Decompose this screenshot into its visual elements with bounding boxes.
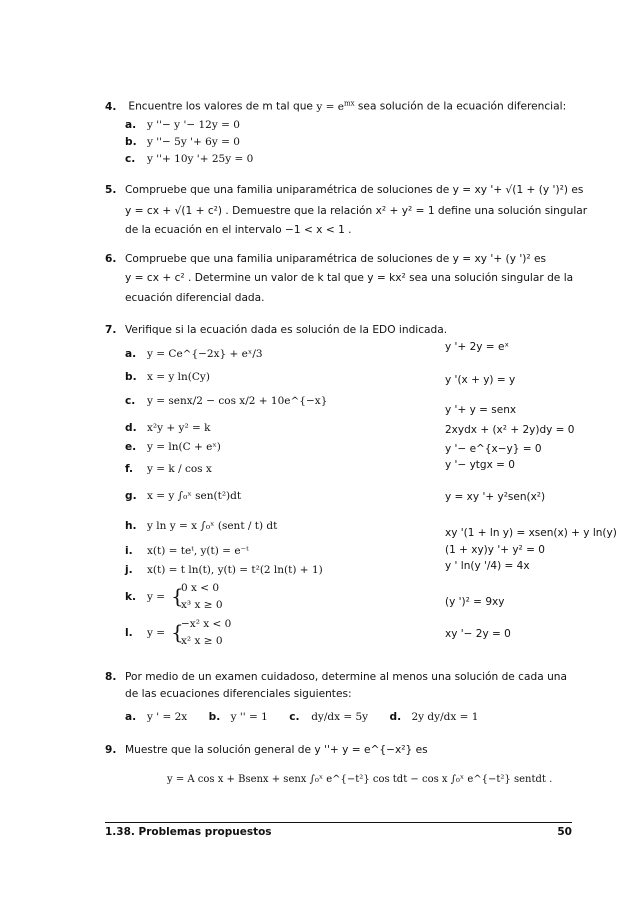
edo: y '− e^{x−y} = 0 bbox=[445, 443, 542, 455]
edo: y '− ytgx = 0 bbox=[445, 459, 515, 471]
equation: y ''+ 10y '+ 25y = 0 bbox=[147, 152, 254, 165]
solution: y = ln(C + eˣ) bbox=[147, 441, 221, 453]
problem-8: 8. Por medio de un examen cuidadoso, determine al menos una solución de cada una de las ecuaciones diferenciales siguientes: a. y ' = 2x b. y '' = 1 c. dy/dx = 5y d. 2y dy/dx = 1 bbox=[105, 669, 570, 726]
solution: x²y + y² = k bbox=[147, 422, 211, 434]
solution: x = y ln(Cy) bbox=[147, 371, 210, 383]
item-b: b. y ''− 5y '+ 6y = 0 bbox=[125, 135, 240, 148]
problem-line: Compruebe que una familia uniparamétrica de soluciones de y = xy '+ √(1 + (y ')²) es bbox=[125, 184, 584, 196]
problem-line: de la ecuación en el intervalo −1 < x < 1 . bbox=[125, 224, 352, 236]
problem-line: Compruebe que una familia uniparamétrica de soluciones de y = xy '+ (y ')² es bbox=[125, 253, 547, 265]
solution: y = Ce^{−2x} + eˣ/3 bbox=[147, 348, 263, 360]
item-j: j. x(t) = t ln(t), y(t) = t²(2 ln(t) + 1) bbox=[125, 564, 323, 576]
brace: { bbox=[171, 584, 184, 608]
problem-5: 5. Compruebe que una familia uniparamétrica de soluciones de y = xy '+ √(1 + (y ')²) es y = cx + √(1 + c²) . Demuestre que la relación x² + y² = 1 define una solución singular de la ecuación en el intervalo −1 < x < 1 . bbox=[105, 182, 570, 239]
case: −x² x < 0 bbox=[181, 618, 232, 630]
item-c: c. y ''+ 10y '+ 25y = 0 bbox=[125, 152, 254, 165]
item-g: g. x = y ∫₀ˣ sen(t²)dt bbox=[125, 490, 242, 502]
solution: x(t) = t ln(t), y(t) = t²(2 ln(t) + 1) bbox=[147, 564, 323, 576]
equation: y ' = 2x bbox=[147, 711, 188, 723]
page-number: 50 bbox=[557, 826, 572, 838]
problem-line: ecuación diferencial dada. bbox=[125, 292, 265, 304]
solution: y = senx/2 − cos x/2 + 10e^{−x} bbox=[147, 395, 328, 407]
item-k: k. y = { 0 x < 0 x³ x ≥ 0 bbox=[125, 582, 223, 611]
general-solution: y = A cos x + Bsenx + senx ∫₀ˣ e^{−t²} cos tdt − cos x ∫₀ˣ e^{−t²} sentdt . bbox=[167, 774, 553, 785]
problem-statement: Verifique si la ecuación dada es solución de la EDO indicada. bbox=[125, 324, 448, 336]
edo: (1 + xy)y '+ y² = 0 bbox=[445, 544, 545, 556]
edo: y = xy '+ y²sen(x²) bbox=[445, 491, 546, 503]
item-e: e. y = ln(C + eˣ) bbox=[125, 441, 221, 453]
item-i: i. x(t) = teᵗ, y(t) = e⁻ᵗ bbox=[125, 545, 249, 557]
item-a: a. y = Ce^{−2x} + eˣ/3 bbox=[125, 348, 263, 360]
solution: x = y ∫₀ˣ sen(t²)dt bbox=[147, 490, 242, 502]
item-d: d. x²y + y² = k bbox=[125, 422, 211, 434]
problem-statement: Encuentre los valores de m tal que $y = e^{mx}$ sea solución de la ecuación diferencial: bbox=[128, 99, 567, 113]
item-a: a. y ''− y '− 12y = 0 bbox=[125, 118, 240, 131]
item-f: f. y = k / cos x bbox=[125, 463, 212, 475]
equation: dy/dx = 5y bbox=[311, 711, 369, 723]
edo: y '+ y = senx bbox=[445, 404, 517, 416]
solution: x(t) = teᵗ, y(t) = e⁻ᵗ bbox=[147, 545, 249, 557]
problem-6: 6. Compruebe que una familia uniparamétrica de soluciones de y = xy '+ (y ')² es y = cx + c² . Determine un valor de k tal que y = kx² sea una solución singular de la ecuación diferencial dada. bbox=[105, 251, 570, 307]
item-c: c. y = senx/2 − cos x/2 + 10e^{−x} bbox=[125, 395, 328, 407]
problem-line: Por medio de un examen cuidadoso, determine al menos una solución de cada una bbox=[125, 671, 567, 683]
edo: y '+ 2y = eˣ bbox=[445, 341, 510, 353]
equation: y ''− 5y '+ 6y = 0 bbox=[147, 135, 240, 148]
edo: y '(x + y) = y bbox=[445, 374, 516, 386]
solution: y = k / cos x bbox=[147, 463, 212, 475]
item-b: b. x = y ln(Cy) bbox=[125, 371, 210, 383]
item-h: h. y ln y = x ∫₀ˣ (sent / t) dt bbox=[125, 520, 278, 532]
item-list: a. y ' = 2x b. y '' = 1 c. dy/dx = 5y d. 2y dy/dx = 1 bbox=[125, 711, 479, 723]
problem-7: 7. Verifique si la ecuación dada es solución de la EDO indicada. a. y = Ce^{−2x} + eˣ/3 y '+ 2y = eˣ b. x = y ln(Cy) y '(x + y) = y c. y = senx/2 − cos x/2 + 10e^{−x} y '+ y = senx d. x²y + y² = k 2xydx + (x² + 2y)dy = 0 e. y = ln(C + eˣ) y '− e^{x−y} = 0 f. y = k / cos x y '− ytgx = 0 g. x = y ∫₀ˣ sen(t²)dt y = xy '+ y²sen(x²) h. y ln y = x ∫₀ˣ (sent / t) dt xy '(1 + ln y) = xsen(x) + y ln(y) i. x(t) = teᵗ, y(t) = e⁻ᵗ (1 + xy)y '+ y² = 0 j. x(t) = t ln(t), y(t) = t²(2 ln(t) + 1) y ' ln(y '/4) = 4x k. y = { 0 x < 0 x³ x ≥ 0 (y ')² = 9xy l. y = { −x² x < 0 x² x ≥ 0 xy '− 2y = 0 bbox=[105, 322, 570, 652]
case: x² x ≥ 0 bbox=[181, 635, 223, 647]
edo: 2xydx + (x² + 2y)dy = 0 bbox=[445, 424, 575, 436]
edo: xy '− 2y = 0 bbox=[445, 628, 511, 640]
problem-statement: Muestre que la solución general de y ''+ y = e^{−x²} es bbox=[125, 744, 428, 756]
edo: xy '(1 + ln y) = xsen(x) + y ln(y) bbox=[445, 527, 617, 539]
equation: y ''− y '− 12y = 0 bbox=[147, 118, 240, 131]
edo: (y ')² = 9xy bbox=[445, 596, 505, 608]
problem-line: y = cx + c² . Determine un valor de k tal que y = kx² sea una solución singular de la bbox=[125, 272, 574, 284]
edo: y ' ln(y '/4) = 4x bbox=[445, 560, 530, 572]
equation: y '' = 1 bbox=[230, 711, 268, 723]
problem-4 bbox=[105, 95, 570, 168]
problem-line: de las ecuaciones diferenciales siguientes: bbox=[125, 688, 352, 700]
equation: 2y dy/dx = 1 bbox=[411, 711, 479, 723]
item-l: l. y = { −x² x < 0 x² x ≥ 0 bbox=[125, 618, 232, 647]
section-title: 1.38. Problemas propuestos bbox=[105, 826, 272, 838]
problem-9: 9. Muestre que la solución general de y ''+ y = e^{−x²} es y = A cos x + Bsenx + senx ∫₀ˣ e^{−t²} cos tdt − cos x ∫₀ˣ e^{−t²} sentdt . bbox=[105, 742, 570, 788]
problem-line: y = cx + √(1 + c²) . Demuestre que la relación x² + y² = 1 define una solución singular bbox=[125, 205, 588, 217]
solution: y ln y = x ∫₀ˣ (sent / t) dt bbox=[147, 520, 278, 532]
case: x³ x ≥ 0 bbox=[181, 599, 223, 611]
case: 0 x < 0 bbox=[181, 582, 220, 594]
problem-number: 4. bbox=[105, 100, 117, 113]
brace: { bbox=[171, 620, 184, 644]
page-footer bbox=[105, 822, 572, 838]
